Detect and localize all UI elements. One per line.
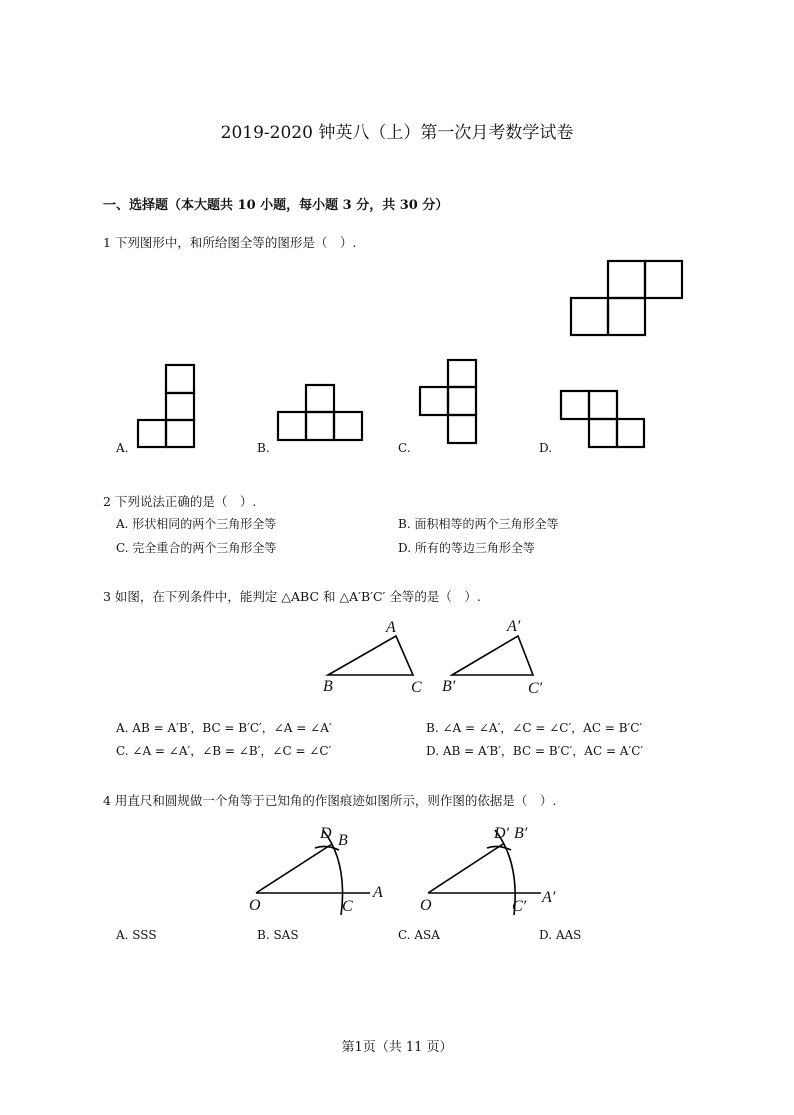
page-title: 2019-2020 钟英八（上）第一次月考数学试卷 <box>220 123 574 143</box>
section-heading: 一、选择题（本大题共 10 小题，每小题 3 分，共 30 分） <box>103 198 449 213</box>
page-footer: 第1页（共 11 页） <box>341 1040 453 1055</box>
q1-option-b[interactable]: B. <box>257 441 270 455</box>
question-1-stem: 1 下列图形中，和所给图全等的图形是（ ）. <box>103 235 357 250</box>
label-a: A <box>373 884 383 901</box>
label-c-prime: C′ <box>512 898 527 915</box>
q3-option-b[interactable]: B. ∠A = ∠A′，∠C = ∠C′，AC = B′C′ <box>426 721 643 735</box>
label-b-prime: B′ <box>514 825 528 842</box>
label-o-prime: O <box>420 897 432 914</box>
q1-option-c[interactable]: C. <box>398 441 411 455</box>
q3-option-c[interactable]: C. ∠A = ∠A′，∠B = ∠B′，∠C = ∠C′ <box>116 744 332 758</box>
q4-option-c[interactable]: C. ASA <box>398 928 440 942</box>
label-a-prime: A′ <box>507 618 521 635</box>
q3-option-d[interactable]: D. AB = A′B′，BC = B′C′，AC = A′C′ <box>426 744 644 758</box>
label-c-prime: C′ <box>528 680 543 697</box>
q1-option-d[interactable]: D. <box>539 441 553 455</box>
ray-o-b-prime <box>428 844 503 893</box>
q2-option-b[interactable]: B. 面积相等的两个三角形全等 <box>398 517 559 531</box>
ray-ob <box>256 844 332 893</box>
q2-option-a[interactable]: A. 形状相同的两个三角形全等 <box>116 517 277 531</box>
q1-option-a[interactable]: A. <box>116 441 129 455</box>
label-d: D <box>320 825 332 842</box>
q3-option-a[interactable]: A. AB = A′B′，BC = B′C′，∠A = ∠A′ <box>116 721 332 735</box>
label-b: B <box>323 678 333 695</box>
label-b-prime: B′ <box>442 678 456 695</box>
q4-option-b[interactable]: B. SAS <box>257 928 299 942</box>
q4-option-a[interactable]: A. SSS <box>116 928 157 942</box>
q4-option-d[interactable]: D. AAS <box>539 928 582 942</box>
q2-option-d[interactable]: D. 所有的等边三角形全等 <box>398 541 535 555</box>
question-4-stem: 4 用直尺和圆规做一个角等于已知角的作图痕迹如图所示，则作图的依据是（ ）. <box>103 793 557 808</box>
label-b: B <box>338 832 348 849</box>
label-c: C <box>342 898 353 915</box>
label-o: O <box>249 897 261 914</box>
question-3-stem: 3 如图，在下列条件中，能判定 △ABC 和 △A′B′C′ 全等的是（ ）. <box>103 589 481 604</box>
arc-d-prime-mark <box>487 846 511 850</box>
question-2-stem: 2 下列说法正确的是（ ）. <box>103 494 257 509</box>
label-c: C <box>411 679 422 696</box>
label-a-prime: A′ <box>542 889 556 906</box>
label-d-prime: D′ <box>494 825 510 842</box>
arc-d-mark <box>315 846 339 850</box>
q2-option-c[interactable]: C. 完全重合的两个三角形全等 <box>116 541 277 555</box>
label-a: A <box>386 619 396 636</box>
